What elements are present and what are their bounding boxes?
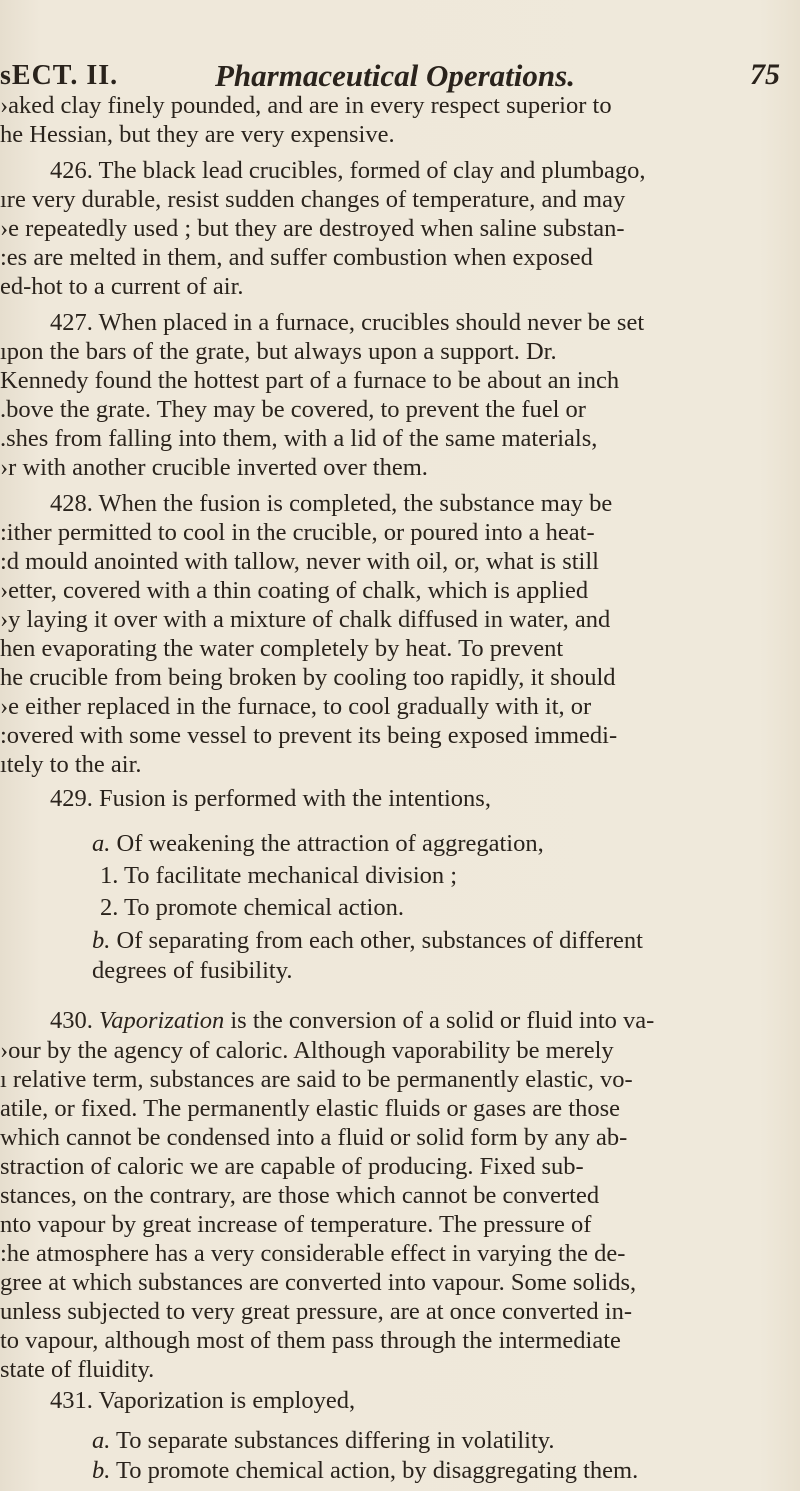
text-line: nto vapour by great increase of temperature. The pressure of <box>0 1211 592 1238</box>
text-line: :es are melted in them, and suffer combustion when exposed <box>0 244 593 271</box>
page-number: 75 <box>750 58 780 91</box>
text-line: 429. Fusion is performed with the intentions, <box>50 785 491 812</box>
text-line: .shes from falling into them, with a lid of the same materials, <box>0 425 598 452</box>
text-line: ›y laying it over with a mixture of chalk diffused in water, and <box>0 606 611 633</box>
text-line: ›e either replaced in the furnace, to cool gradually with it, or <box>0 693 592 720</box>
running-title: Pharmaceutical Operations. <box>215 58 575 93</box>
text-line: :ither permitted to cool in the crucible, or poured into a heat- <box>0 519 595 546</box>
text-line: he crucible from being broken by cooling too rapidly, it should <box>0 664 616 691</box>
text-line: :d mould anointed with tallow, never with oil, or, what is still <box>0 548 599 575</box>
text-line: Kennedy found the hottest part of a furnace to be about an inch <box>0 367 620 394</box>
text-line: ›r with another crucible inverted over them. <box>0 454 428 481</box>
text-line: unless subjected to very great pressure, are at once converted in- <box>0 1298 632 1325</box>
text-line: ›aked clay finely pounded, and are in every respect superior to <box>0 92 612 119</box>
text-line: 431. Vaporization is employed, <box>50 1387 356 1414</box>
text-line: b. Of separating from each other, substances of different <box>92 927 643 954</box>
text-line: ı relative term, substances are said to be permanently elastic, vo- <box>0 1066 633 1093</box>
text-line: to vapour, although most of them pass through the intermediate <box>0 1327 621 1354</box>
text-line: b. To promote chemical action, by disaggregating them. <box>92 1457 639 1484</box>
text-line: 2. To promote chemical action. <box>100 894 404 921</box>
text-line: stances, on the contrary, are those which cannot be converted <box>0 1182 600 1209</box>
section-label: sECT. II. <box>0 60 119 91</box>
text-line: 428. When the fusion is completed, the substance may be <box>50 490 613 517</box>
text-line: ›etter, covered with a thin coating of chalk, which is applied <box>0 577 589 604</box>
text-line: ed-hot to a current of air. <box>0 273 244 300</box>
text-line: 427. When placed in a furnace, crucibles should never be set <box>50 309 645 336</box>
text-line: hen evaporating the water completely by heat. To prevent <box>0 635 564 662</box>
text-line: atile, or fixed. The permanently elastic fluids or gases are those <box>0 1095 621 1122</box>
text-line: .bove the grate. They may be covered, to prevent the fuel or <box>0 396 586 423</box>
text-line: 426. The black lead crucibles, formed of clay and plumbago, <box>50 157 646 184</box>
text-line: gree at which substances are converted into vapour. Some solids, <box>0 1269 637 1296</box>
text-line: ıpon the bars of the grate, but always upon a support. Dr. <box>0 338 557 365</box>
text-line: ›our by the agency of caloric. Although vaporability be merely <box>0 1037 614 1064</box>
text-line: which cannot be condensed into a fluid or solid form by any ab- <box>0 1124 628 1151</box>
text-line: straction of caloric we are capable of producing. Fixed sub- <box>0 1153 584 1180</box>
text-line: :overed with some vessel to prevent its being exposed immedi- <box>0 722 618 749</box>
text-line: a. To separate substances differing in volatility. <box>92 1427 555 1454</box>
text-line: state of fluidity. <box>0 1356 155 1383</box>
text-line: a. Of weakening the attraction of aggregation, <box>92 830 544 857</box>
text-line: he Hessian, but they are very expensive. <box>0 121 395 148</box>
text-line: ›e repeatedly used ; but they are destroyed when saline substan- <box>0 215 625 242</box>
text-line: 430. Vaporization is the conversion of a solid or fluid into va- <box>50 1007 655 1034</box>
text-line: ıtely to the air. <box>0 751 142 778</box>
text-line: degrees of fusibility. <box>92 957 293 984</box>
text-line: 1. To facilitate mechanical division ; <box>100 862 458 889</box>
text-line: :he atmosphere has a very considerable effect in varying the de- <box>0 1240 626 1267</box>
text-line: ıre very durable, resist sudden changes of temperature, and may <box>0 186 626 213</box>
